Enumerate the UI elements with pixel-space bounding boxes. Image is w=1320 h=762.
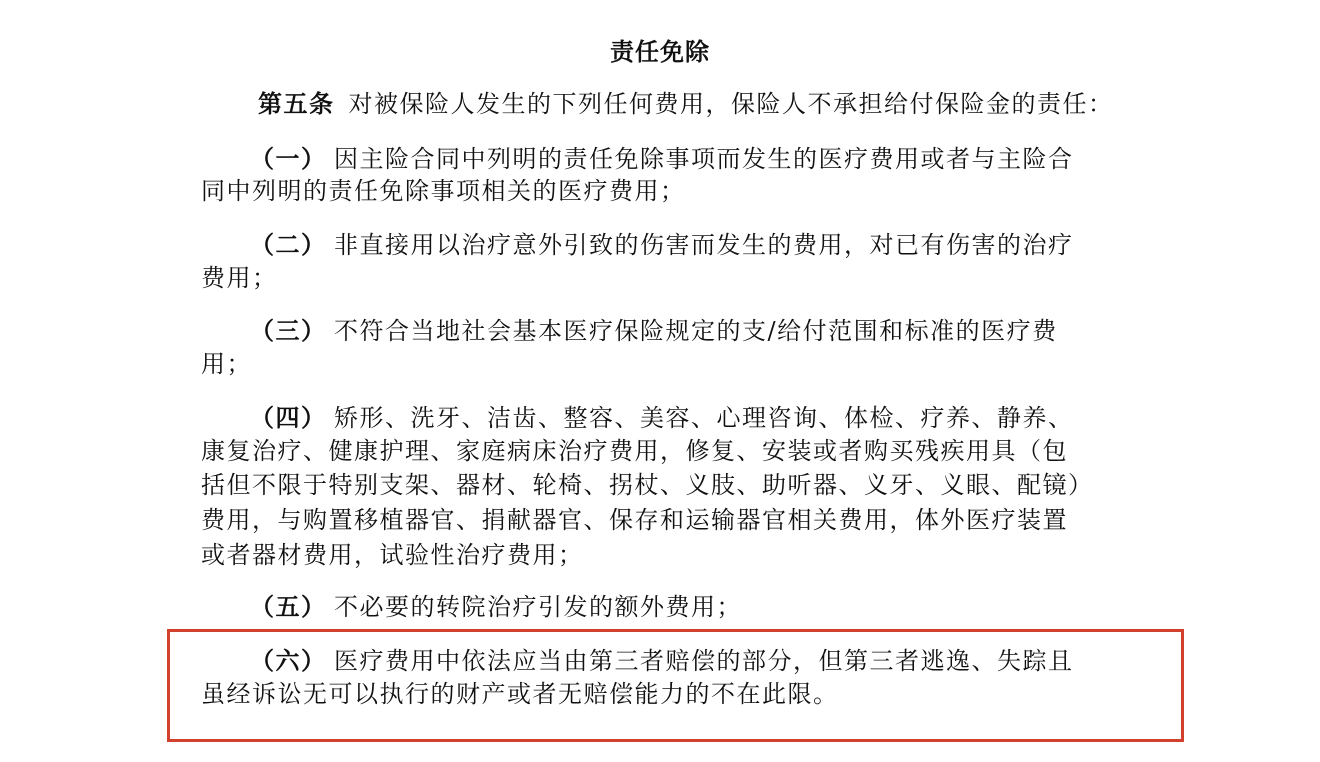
item-3-line-2: 用； — [201, 350, 252, 378]
article-text: 对被保险人发生的下列任何费用，保险人不承担给付保险金的责任： — [348, 90, 1114, 118]
item-3-line-1 — [250, 315, 1058, 347]
item-1-line-1 — [250, 143, 1074, 175]
item-5-line-1 — [250, 591, 742, 623]
item-1-number: （一） — [250, 144, 327, 173]
item-4-line-5: 或者器材费用，试验性治疗费用； — [201, 541, 584, 569]
document-title: 责任免除 — [610, 37, 710, 66]
item-4-line-4: 费用，与购置移植器官、捐献器官、保存和运输器官相关费用，体外医疗装置 — [201, 506, 1068, 534]
item-2-text-1: 非直接用以治疗意外引致的伤害而发生的费用，对已有伤害的治疗 — [334, 231, 1074, 259]
item-6-line-1 — [250, 645, 1074, 677]
item-3-number: （三） — [250, 316, 327, 345]
item-4-text-1: 矫形、洗牙、洁齿、整容、美容、心理咨询、体检、疗养、静养、 — [334, 404, 1074, 432]
item-2-line-1 — [250, 229, 1074, 261]
item-6-text-1: 医疗费用中依法应当由第三者赔偿的部分，但第三者逃逸、失踪且 — [334, 647, 1074, 675]
article-heading: 第五条 — [258, 89, 335, 118]
item-5-text-1: 不必要的转院治疗引发的额外费用； — [334, 593, 742, 621]
item-4-line-2: 康复治疗、健康护理、家庭病床治疗费用，修复、安装或者购买残疾用具（包 — [201, 437, 1068, 465]
item-1-line-2: 同中列明的责任免除事项相关的医疗费用； — [201, 177, 686, 205]
article-line — [258, 88, 1114, 120]
item-2-number: （二） — [250, 230, 327, 259]
item-6-number: （六） — [250, 646, 327, 675]
item-1-text-1: 因主险合同中列明的责任免除事项而发生的医疗费用或者与主险合 — [334, 145, 1074, 173]
item-4-line-1 — [250, 402, 1074, 434]
item-4-number: （四） — [250, 403, 327, 432]
item-6-line-2: 虽经诉讼无可以执行的财产或者无赔偿能力的不在此限。 — [201, 680, 839, 708]
item-5-number: （五） — [250, 592, 327, 621]
item-3-text-1: 不符合当地社会基本医疗保险规定的支/给付范围和标准的医疗费 — [334, 317, 1058, 345]
item-4-line-3: 括但不限于特别支架、器材、轮椅、拐杖、义肢、助听器、义牙、义眼、配镜） — [201, 471, 1094, 499]
item-2-line-2: 费用； — [201, 264, 278, 292]
